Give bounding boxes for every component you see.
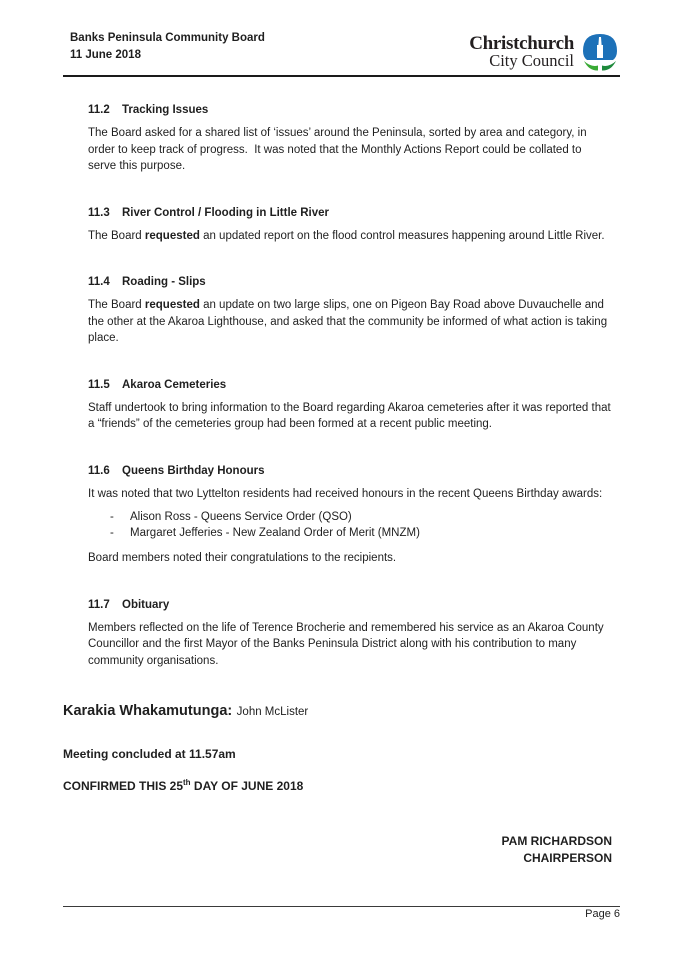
cathedral-icon xyxy=(580,32,620,72)
header-rule xyxy=(63,75,620,77)
header-title-block xyxy=(70,30,265,64)
section-title: Obituary xyxy=(122,598,170,611)
logo-wordmark xyxy=(469,34,574,70)
section-number: 11.6 xyxy=(88,464,110,477)
section-heading xyxy=(88,274,612,290)
bullet-dash: - xyxy=(110,511,114,523)
minutes-section xyxy=(88,377,612,433)
section-number: 11.3 xyxy=(88,206,110,219)
karakia-line xyxy=(63,702,675,720)
section-paragraph: The Board asked for a shared list of ‘issues’ around the Peninsula, sorted by area and category, in order to keep track of progress. It was noted that the Monthly Actions Report could be collated to serve this purpose. xyxy=(88,127,587,172)
honours-list xyxy=(88,509,612,541)
minutes-section xyxy=(88,102,612,175)
document-body xyxy=(88,102,612,669)
closing-block xyxy=(63,702,675,793)
footer-rule xyxy=(63,906,620,907)
section-number: 11.4 xyxy=(88,276,110,288)
section-paragraph: Staff undertook to bring information to the Board regarding Akaroa cemeteries after it was reported that a “friends” of the cemeteries group had been formed at a recent public meeting. xyxy=(88,401,611,430)
list-item-text: Margaret Jefferies - New Zealand Order of Merit (MNZM) xyxy=(130,527,420,539)
section-title: Queens Birthday Honours xyxy=(122,464,265,477)
page-number: Page 6 xyxy=(585,908,620,920)
section-paragraph: Board members noted their congratulations to the recipients. xyxy=(88,552,397,564)
section-number: 11.5 xyxy=(88,378,110,391)
meeting-date: 11 June 2018 xyxy=(70,49,141,61)
christchurch-city-council-logo xyxy=(469,32,620,72)
minutes-section xyxy=(88,274,612,347)
page-header xyxy=(0,0,675,72)
minutes-section xyxy=(88,597,612,670)
section-number: 11.2 xyxy=(88,104,110,116)
page-footer xyxy=(63,906,620,920)
chairperson-name: PAM RICHARDSON xyxy=(501,834,612,848)
section-title: Roading - Slips xyxy=(122,276,206,288)
section-heading xyxy=(88,377,612,393)
section-heading xyxy=(88,597,612,613)
karakia-person: John McLister xyxy=(236,706,309,718)
minutes-section xyxy=(88,463,612,567)
section-heading xyxy=(88,463,612,479)
logo-line1: Christchurch xyxy=(469,32,574,54)
section-title: Akaroa Cemeteries xyxy=(122,378,227,391)
list-item xyxy=(88,525,612,541)
section-title: Tracking Issues xyxy=(122,104,209,116)
section-paragraph: It was noted that two Lyttelton residents had received honours in the recent Queens Birthday awards: xyxy=(88,487,603,500)
logo-line2: City Council xyxy=(489,51,574,71)
chairperson-role: CHAIRPERSON xyxy=(523,851,612,865)
section-heading xyxy=(88,102,612,118)
bullet-dash: - xyxy=(110,527,114,539)
section-paragraph: The Board requested an update on two large slips, one on Pigeon Bay Road above Duvauchelle and the other at the Akaroa Lighthouse, and asked that the community be informed of what action is taking place. xyxy=(88,299,608,344)
section-heading xyxy=(88,205,612,221)
section-paragraph: Members reflected on the life of Terence Brocherie and remembered his service as an Akaroa County Councillor and the first Mayor of the Banks Peninsula District along with his contribution to many community organisations. xyxy=(88,621,604,667)
confirmed-line: CONFIRMED THIS 25th DAY OF JUNE 2018 xyxy=(63,778,304,793)
meeting-concluded-line: Meeting concluded at 11.57am xyxy=(63,747,236,761)
board-name: Banks Peninsula Community Board xyxy=(70,32,265,44)
list-item xyxy=(88,509,612,525)
signature-block xyxy=(0,833,612,867)
karakia-label: Karakia Whakamutunga: xyxy=(63,703,233,719)
minutes-section xyxy=(88,205,612,245)
section-title: River Control / Flooding in Little River xyxy=(122,206,330,219)
list-item-text: Alison Ross - Queens Service Order (QSO) xyxy=(130,511,352,523)
section-paragraph: The Board requested an updated report on the flood control measures happening around Little River. xyxy=(88,229,605,242)
section-number: 11.7 xyxy=(88,598,110,611)
